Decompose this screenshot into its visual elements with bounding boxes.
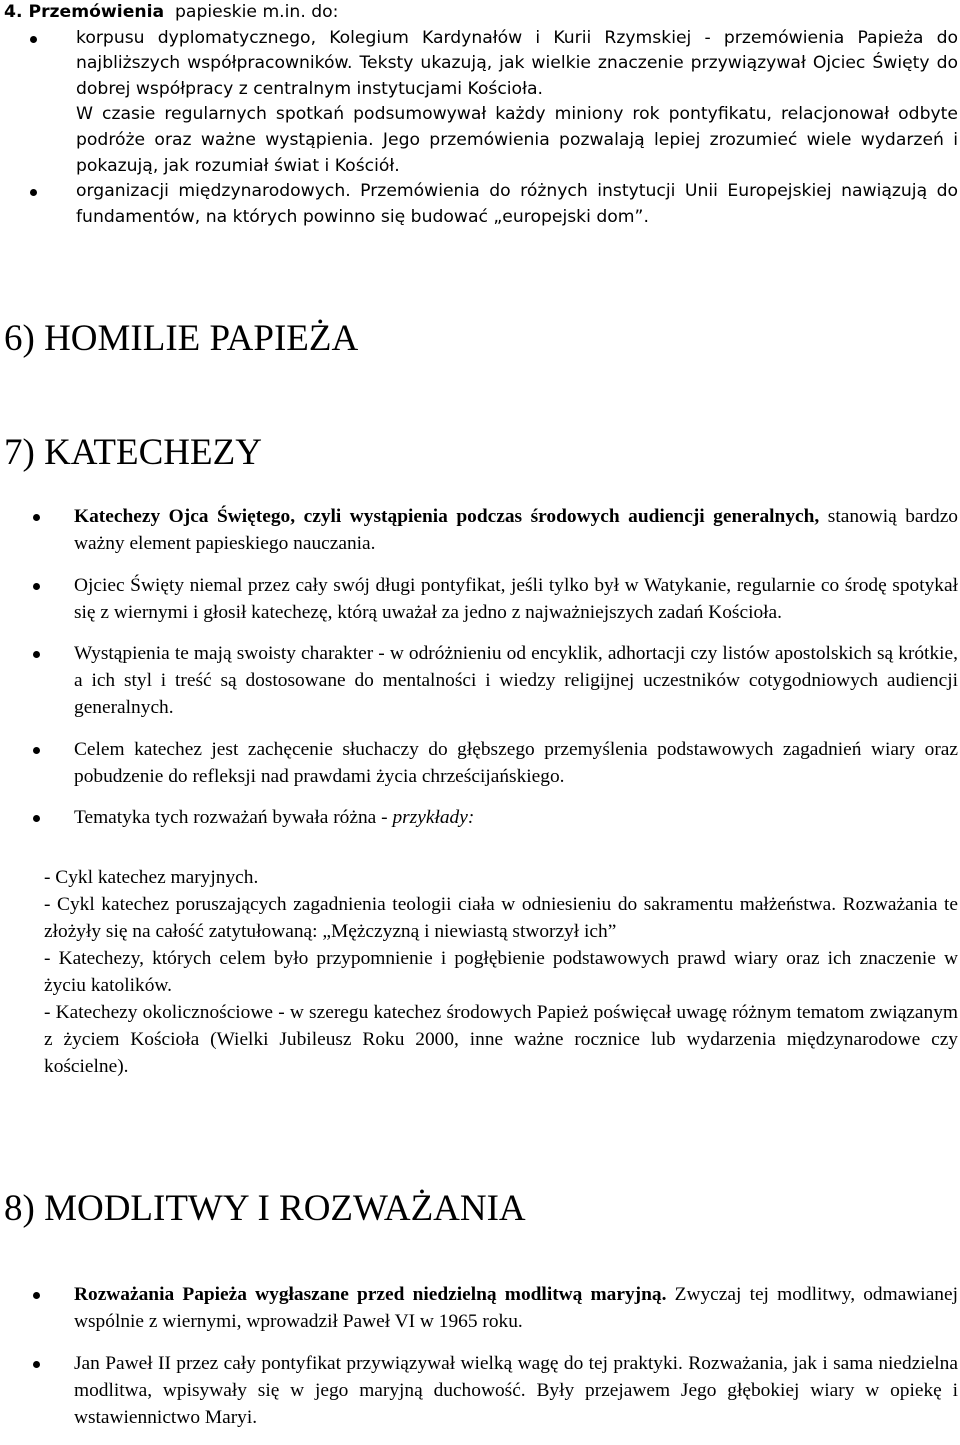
bullet-icon bbox=[33, 747, 40, 754]
section-8-heading: 8) MODLITWY I ROZWAŻANIA bbox=[4, 1188, 526, 1229]
list-item bbox=[0, 1281, 958, 1335]
list-item bbox=[0, 1350, 958, 1431]
example-2: - Cykl katechez poruszających zagadnienia teologii ciała w odniesieniu do sakramentu małżeństwa. Rozważania te złożyły się na całość zatytułowaną: „Mężczyzną i niewiastą stworzył ich” bbox=[44, 894, 958, 942]
section-4 bbox=[2, 0, 958, 230]
section-7-item-4: Celem katechez jest zachęcenie słuchaczy do głębszego przemyślenia podstawowych zagadnień wiary oraz pobudzenie do refleksji nad prawdami życia chrześcijańskiego. bbox=[74, 738, 958, 787]
section-7-item-2: Ojciec Święty niemal przez cały swój długi pontyfikat, jeśli tylko był w Watykanie, regularnie co środę spotykał się z wiernymi i głosił katechezę, którą uważał za jedno z najważniejszych zadań Kościoła. bbox=[74, 574, 958, 623]
example-1: - Cykl katechez maryjnych. bbox=[44, 867, 259, 888]
bullet-icon bbox=[33, 1292, 40, 1299]
bullet-icon bbox=[33, 651, 40, 658]
list-item bbox=[2, 102, 958, 179]
section-7-heading: 7) KATECHEZY bbox=[4, 432, 262, 473]
section-6-heading: 6) HOMILIE PAPIEŻA bbox=[4, 318, 359, 359]
list-item bbox=[0, 736, 958, 790]
bullet-icon bbox=[33, 815, 40, 822]
section-7-item-1-rest: stanowią bardzo ważny element papieskiego nauczania. bbox=[74, 506, 958, 554]
bullet-icon bbox=[30, 189, 37, 196]
section-7-item-5: Tematyka tych rozważań bywała różna - bbox=[74, 807, 393, 828]
section-4-item-3: organizacji międzynarodowych. Przemówienia do różnych instytucji Unii Europejskiej nawiązują do fundamentów, na których powinno się budować „europejski dom”. bbox=[76, 181, 958, 227]
section-7-item-5-italic: przykłady: bbox=[392, 807, 475, 828]
example-4: - Katechezy okolicznościowe - w szeregu katechez środowych Papież poświęcał uwagę różnym tematom związanym z życiem Kościoła (Wielki Jubileusz Roku 2000, inne ważne rocznice lub wydarzenia międzynarodowe czy kościelne). bbox=[44, 1002, 958, 1077]
example-3: - Katechezy, których celem było przypomnienie i pogłębienie podstawowych prawd wiary oraz ich znaczenie w życiu katolików. bbox=[44, 948, 958, 996]
section-4-heading-rest: papieskie m.in. do: bbox=[175, 2, 339, 22]
section-4-item-2: W czasie regularnych spotkań podsumowywał każdy miniony rok pontyfikatu, relacjonował odbyte podróże oraz ważne wystąpienia. Jego przemówienia pozwalają lepiej zrozumieć wiele wydarzeń i pokazują, jak rozumiał świat i Kościół. bbox=[76, 104, 958, 176]
section-8-list bbox=[0, 1281, 958, 1445]
section-8-item-2: Jan Paweł II przez cały pontyfikat przywiązywał wielką wagę do tej praktyki. Rozważania, jak i sama niedzielna modlitwa, wpisywały się w jego maryjną duchowość. Były przejawem Jego głębokiej wiary w opiekę i wstawiennictwo Maryi. bbox=[74, 1352, 958, 1428]
list-item bbox=[0, 640, 958, 721]
bullet-icon bbox=[33, 514, 40, 521]
section-4-heading-bold: 4. Przemówienia bbox=[4, 2, 165, 22]
section-4-item-1: korpusu dyplomatycznego, Kolegium Kardynałów i Kurii Rzymskiej - przemówienia Papieża do najbliższych współpracowników. Teksty ukazują, jak wielkie znaczenie przywiązywał Ojciec Święty do dobrej współpracy z centralnym instytucjami Kościoła. bbox=[76, 27, 958, 99]
section-7-examples bbox=[44, 864, 958, 1080]
bullet-icon bbox=[33, 1361, 40, 1368]
bullet-icon bbox=[33, 583, 40, 590]
list-item bbox=[2, 179, 958, 230]
section-8-item-1-rest: Zwyczaj tej modlitwy, odmawianej wspólnie z wiernymi, wprowadził Paweł VI w 1965 roku. bbox=[74, 1284, 958, 1332]
section-4-heading bbox=[4, 0, 958, 26]
section-8-item-1-bold: Rozważania Papieża wygłaszane przed niedzielną modlitwą maryjną. bbox=[74, 1284, 667, 1305]
section-7-list bbox=[0, 503, 958, 846]
bullet-icon bbox=[30, 36, 37, 43]
list-item bbox=[0, 804, 958, 831]
list-item bbox=[2, 26, 958, 103]
list-item bbox=[0, 572, 958, 626]
section-4-list bbox=[2, 26, 958, 231]
section-7-item-1-bold: Katechezy Ojca Świętego, czyli wystąpienia podczas środowych audiencji generalnych, bbox=[74, 506, 820, 527]
section-7-item-3: Wystąpienia te mają swoisty charakter - w odróżnieniu od encyklik, adhortacji czy listów apostolskich są krótkie, a ich styl i treść są dostosowane do mentalności i wiedzy religijnej uczestników cotygodniowych audiencji generalnych. bbox=[74, 643, 958, 718]
list-item bbox=[0, 503, 958, 557]
